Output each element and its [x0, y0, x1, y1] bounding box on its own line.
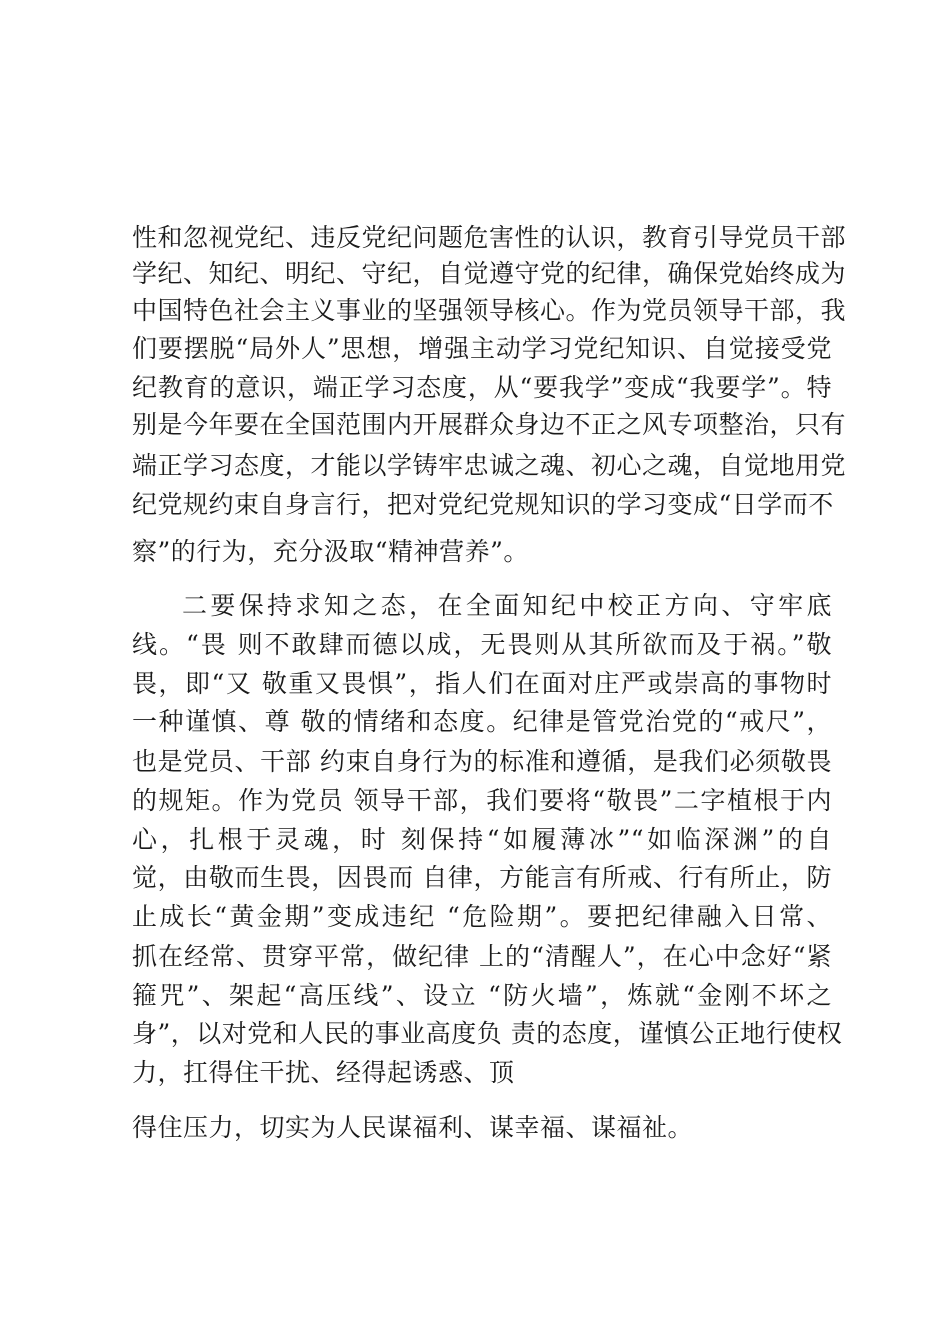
paragraph-2-line-5: 也是党员、干部 约束自身行为的标准和遵循，是我们必须敬畏 [132, 747, 832, 776]
paragraph-1-line-5: 纪教育的意识，端正学习态度，从“要我学”变成“我要学”。特 [132, 373, 832, 402]
paragraph-2-line-13: 力，扛得住干扰、经得起诱惑、顶 [132, 1058, 515, 1087]
paragraph-2-line-6: 的规矩。作为党员 领导干部，我们要将“敬畏”二字植根于内 [132, 786, 832, 815]
paragraph-2-line-10: 抓在经常、贯穿平常，做纪律 上的“清醒人”，在心中念好“紧 [132, 942, 832, 971]
paragraph-1-line-6: 别是今年要在全国范围内开展群众身边不正之风专项整治，只有 [132, 410, 847, 439]
paragraph-3-line-1: 得住压力，切实为人民谋福利、谋幸福、谋福祉。 [132, 1113, 694, 1142]
paragraph-1-line-1: 性和忽视党纪、违反党纪问题危害性的认识，教育引导党员干部 [132, 223, 847, 252]
paragraph-1-line-7: 端正学习态度，才能以学铸牢忠诚之魂、初心之魂，自觉地用党 [132, 451, 847, 480]
paragraph-1-line-3: 中国特色社会主义事业的坚强领导核心。作为党员领导干部，我 [132, 296, 847, 325]
paragraph-2-line-8: 觉，由敬而生畏，因畏而 自律，方能言有所戒、行有所止，防 [132, 863, 832, 892]
paragraph-1-line-4: 们要摆脱“局外人”思想，增强主动学习党纪知识、自觉接受党 [132, 334, 832, 363]
paragraph-2-line-11: 箍咒”、架起“高压线”、设立 “防火墙”，炼就“金刚不坏之 [132, 981, 832, 1010]
paragraph-2-line-3: 畏，即“又 敬重又畏惧”，指人们在面对庄严或崇高的事物时 [132, 669, 832, 698]
paragraph-1-line-8: 纪党规约束自身言行，把对党纪党规知识的学习变成“日学而不 [132, 490, 834, 519]
paragraph-1-line-9: 察”的行为，充分汲取“精神营养”。 [132, 537, 529, 566]
paragraph-2-line-1: 二要保持求知之态，在全面知纪中校正方向、守牢底 [182, 591, 832, 620]
paragraph-1-line-2: 学纪、知纪、明纪、守纪，自觉遵守党的纪律，确保党始终成为 [132, 259, 847, 288]
paragraph-2-line-4: 一种谨慎、尊 敬的情绪和态度。纪律是管党治党的“戒尺”， [132, 707, 832, 736]
paragraph-2-line-9: 止成长“黄金期”变成违纪 “危险期”。要把纪律融入日常、 [132, 902, 832, 931]
paragraph-2-line-7: 心，扎根于灵魂，时 刻保持“如履薄冰”“如临深渊”的自 [132, 825, 832, 854]
paragraph-2-line-2: 线。“畏 则不敢肆而德以成，无畏则从其所欲而及于祸。”敬 [132, 630, 832, 659]
paragraph-2-line-12: 身”，以对党和人民的事业高度负 责的态度，谨慎公正地行使权 [132, 1019, 843, 1048]
